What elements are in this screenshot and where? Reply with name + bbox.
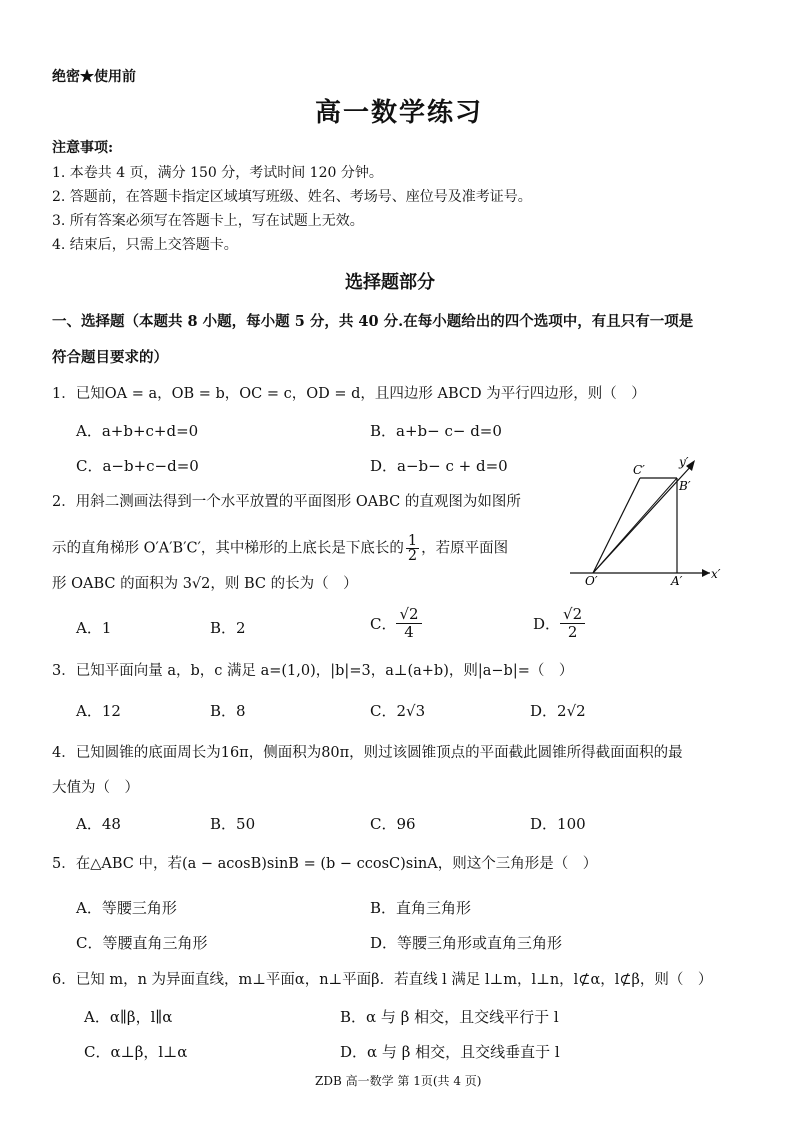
x-axis-arrow: [702, 569, 710, 577]
label-c: C′: [633, 463, 645, 477]
q1-option-b: B．a+b− c− d=0: [370, 422, 502, 440]
q3-option-c: C．2√3: [370, 702, 426, 720]
page-title: 高一数学练习: [315, 98, 484, 128]
label-o: O′: [585, 574, 598, 587]
q5-option-a: A．等腰三角形: [76, 899, 177, 917]
part1-instructions-line1: 一、选择题（本题共 8 小题，每小题 5 分，共 40 分.在每小题给出的四个选项中，有且只有一项是: [52, 313, 694, 330]
label-b: B′: [679, 479, 691, 493]
q2-option-d: [533, 606, 585, 641]
q4-option-d: D．100: [530, 815, 586, 833]
note-item-3: 3. 所有答案必须写在答题卡上，写在试题上无效。: [52, 213, 364, 229]
q2-option-c-num: √2: [396, 606, 421, 624]
q6-option-d: D．α 与 β 相交，且交线垂直于 l: [340, 1043, 560, 1061]
q3-stem: 3．已知平面向量 a，b，c 满足 a=(1,0)，|b|=3，a⊥(a+b)，则|a−b|=（ ）: [52, 663, 574, 679]
note-item-4: 4. 结束后，只需上交答题卡。: [52, 237, 238, 253]
note-item-1: 1. 本卷共 4 页，满分 150 分，考试时间 120 分钟。: [52, 165, 383, 181]
q1-option-a: A．a+b+c+d=0: [76, 422, 199, 440]
q2-stem-line2b: ，若原平面图: [421, 540, 509, 557]
q2-option-c-fraction: [396, 606, 421, 641]
q2-option-c: [370, 606, 422, 641]
q2-fraction: [406, 534, 419, 563]
q5-option-c: C．等腰直角三角形: [76, 934, 208, 952]
q4-option-b: B．50: [210, 815, 256, 833]
q2-option-c-den: 4: [404, 623, 414, 641]
q5-option-d: D．等腰三角形或直角三角形: [370, 934, 563, 952]
note-item-2: 2. 答题前，在答题卡指定区域填写班级、姓名、考场号、座位号及准考证号。: [52, 189, 532, 205]
q2-option-d-fraction: [560, 606, 585, 641]
segment-oc: [593, 478, 640, 573]
q2-option-d-label: D．: [533, 615, 561, 633]
label-a: A′: [671, 574, 683, 587]
q6-option-c: C．α⊥β，l⊥α: [84, 1043, 188, 1061]
page-footer: ZDB 高一数学 第 1页(共 4 页): [315, 1074, 482, 1088]
q2-frac-den: 2: [407, 548, 418, 564]
q3-option-a: A．12: [76, 702, 121, 720]
q3-option-b: B．8: [210, 702, 246, 720]
q2-option-c-label: C．: [370, 615, 397, 633]
q2-stem-line2a: 示的直角梯形 O′A′B′C′，其中梯形的上底长是下底长的: [52, 540, 404, 557]
q2-trapezoid-figure: [565, 452, 730, 587]
q1-option-c: C．a−b+c−d=0: [76, 457, 199, 475]
q4-option-a: A．48: [76, 815, 121, 833]
segment-ob: [593, 478, 677, 573]
q5-option-b: B．直角三角形: [370, 899, 472, 917]
q1-stem: 1．已知OA = a，OB = b，OC = c，OD = d，且四边形 ABCD 为平行四边形，则（ ）: [52, 386, 646, 402]
q4-stem-line2: 大值为（ ）: [52, 780, 139, 796]
q5-stem: 5．在△ABC 中，若(a − acosB)sinB = (b − ccosC)sinA，则这个三角形是（ ）: [52, 856, 598, 872]
section-title: 选择题部分: [345, 272, 435, 293]
part1-instructions-line2: 符合题目要求的）: [52, 349, 168, 366]
q3-option-d: D．2√2: [530, 702, 586, 720]
q2-option-a: A．1: [76, 619, 112, 637]
q4-stem-line1: 4．已知圆锥的底面周长为16π，侧面积为80π，则过该圆锥顶点的平面截此圆锥所得截面面积的最: [52, 745, 683, 761]
q1-option-d: D．a−b− c + d=0: [370, 457, 508, 475]
notes-heading: 注意事项:: [52, 140, 114, 156]
q6-stem: 6．已知 m，n 为异面直线，m⊥平面α，n⊥平面β．若直线 l 满足 l⊥m，l⊥n，l⊄α，l⊄β，则（ ）: [52, 972, 713, 988]
q6-option-a: A．α∥β，l∥α: [84, 1008, 173, 1026]
q4-option-c: C．96: [370, 815, 416, 833]
q2-stem-line3: 形 OABC 的面积为 3√2，则 BC 的长为（ ）: [52, 576, 358, 592]
q2-option-d-num: √2: [560, 606, 585, 624]
q2-option-d-den: 2: [567, 623, 578, 641]
confidential-mark: 绝密★使用前: [52, 69, 136, 85]
label-y: y′: [679, 455, 689, 469]
label-x: x′: [711, 567, 721, 581]
q2-stem-line2: [52, 534, 508, 563]
q2-option-b: B．2: [210, 619, 246, 637]
q6-option-b: B．α 与 β 相交，且交线平行于 l: [340, 1008, 559, 1026]
q2-stem-line1: 2．用斜二测画法得到一个水平放置的平面图形 OABC 的直观图为如图所: [52, 494, 521, 510]
q2-frac-num: 1: [407, 533, 418, 549]
